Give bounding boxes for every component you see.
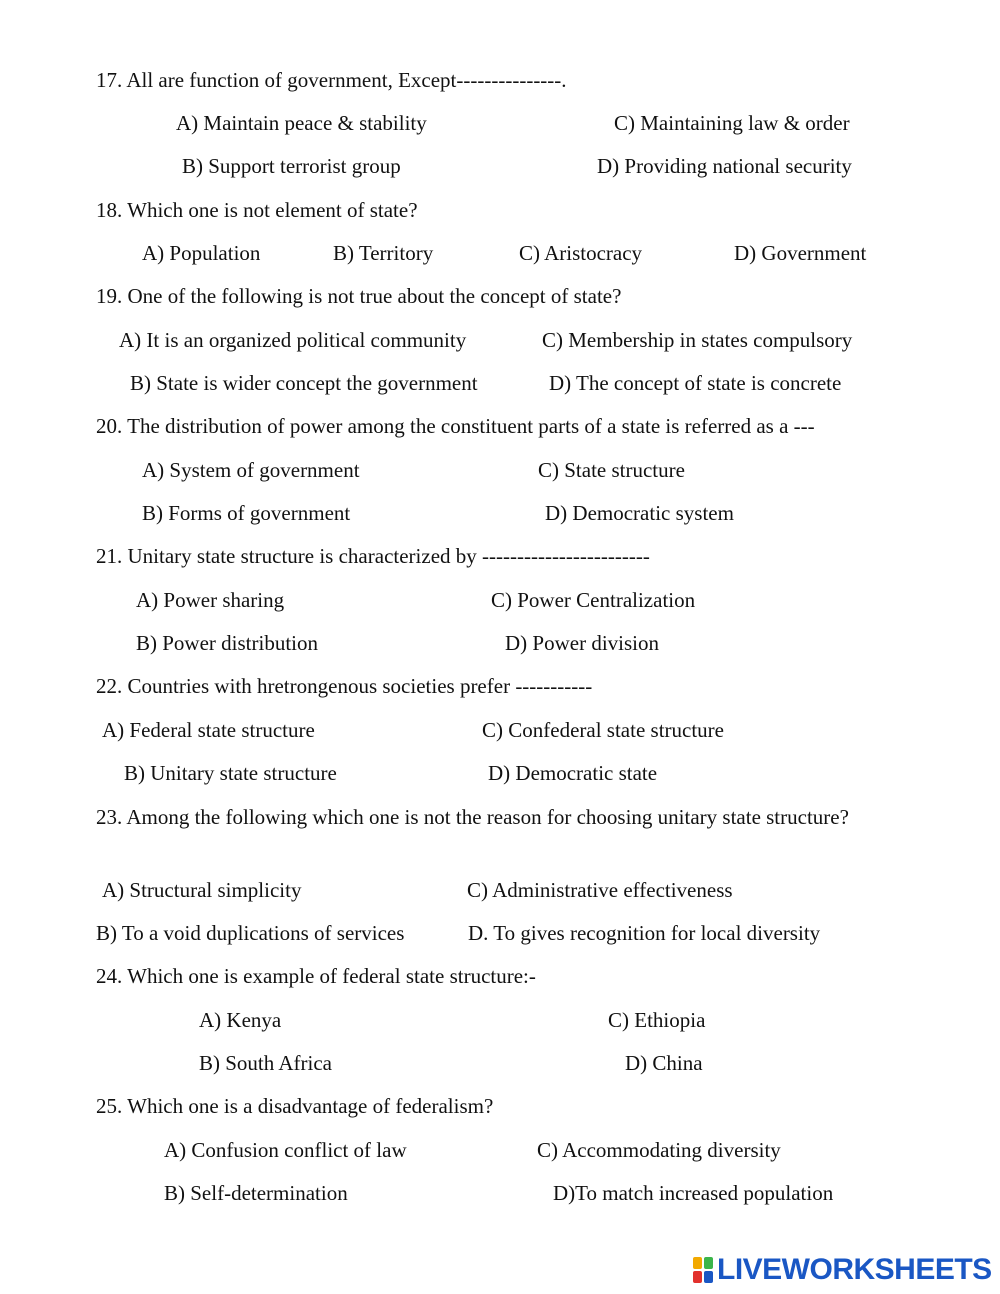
question-25-option-a[interactable]: A) Confusion conflict of law — [164, 1138, 407, 1162]
question-23-option-d[interactable]: D. To gives recognition for local diversity — [468, 921, 821, 945]
question-18-option-b[interactable]: B) Territory — [333, 241, 434, 265]
question-23-option-b[interactable]: B) To a void duplications of services — [96, 921, 405, 945]
liveworksheets-logo-text: LIVEWORKSHEETS — [717, 1253, 992, 1286]
question-23-option-a[interactable]: A) Structural simplicity — [102, 878, 302, 902]
question-18-option-a[interactable]: A) Population — [142, 241, 261, 265]
question-20-option-c[interactable]: C) State structure — [538, 458, 685, 482]
question-17-option-d[interactable]: D) Providing national security — [597, 154, 852, 178]
question-18-stem: 18. Which one is not element of state? — [96, 198, 418, 222]
question-21-option-a[interactable]: A) Power sharing — [136, 588, 285, 612]
logo-square-4 — [704, 1271, 713, 1283]
question-23-option-c[interactable]: C) Administrative effectiveness — [467, 878, 733, 902]
question-20-stem: 20. The distribution of power among the constituent parts of a state is referred as a --- — [96, 414, 815, 438]
question-24-option-d[interactable]: D) China — [625, 1051, 703, 1075]
liveworksheets-logo-icon — [693, 1257, 713, 1283]
question-23-stem: 23. Among the following which one is not the reason for choosing unitary state structure? — [96, 805, 849, 829]
question-25-option-c[interactable]: C) Accommodating diversity — [537, 1138, 781, 1162]
question-21-option-b[interactable]: B) Power distribution — [136, 631, 318, 655]
question-24-stem: 24. Which one is example of federal state structure:- — [96, 964, 536, 988]
question-25-option-b[interactable]: B) Self-determination — [164, 1181, 348, 1205]
question-24-option-b[interactable]: B) South Africa — [199, 1051, 332, 1075]
question-22-option-b[interactable]: B) Unitary state structure — [124, 761, 337, 785]
logo-square-2 — [704, 1257, 713, 1269]
question-24-option-c[interactable]: C) Ethiopia — [608, 1008, 706, 1032]
question-25-stem: 25. Which one is a disadvantage of federalism? — [96, 1094, 494, 1118]
question-22-option-c[interactable]: C) Confederal state structure — [482, 718, 724, 742]
logo-square-3 — [693, 1271, 702, 1283]
question-21-option-c[interactable]: C) Power Centralization — [491, 588, 696, 612]
question-19-option-d[interactable]: D) The concept of state is concrete — [549, 371, 842, 395]
question-17-option-a[interactable]: A) Maintain peace & stability — [176, 111, 427, 135]
question-22-stem: 22. Countries with hretrongenous societies prefer ----------- — [96, 674, 593, 698]
question-25-option-d[interactable]: D)To match increased population — [553, 1181, 834, 1205]
question-24-option-a[interactable]: A) Kenya — [199, 1008, 282, 1032]
logo-square-1 — [693, 1257, 702, 1269]
question-19-option-c[interactable]: C) Membership in states compulsory — [542, 328, 853, 352]
question-18-option-d[interactable]: D) Government — [734, 241, 867, 265]
question-22-option-d[interactable]: D) Democratic state — [488, 761, 658, 785]
question-17-option-c[interactable]: C) Maintaining law & order — [614, 111, 850, 135]
question-22-option-a[interactable]: A) Federal state structure — [102, 718, 315, 742]
question-20-option-a[interactable]: A) System of government — [142, 458, 360, 482]
question-21-stem: 21. Unitary state structure is characterized by ------------------------ — [96, 544, 650, 568]
question-19-option-a[interactable]: A) It is an organized political community — [119, 328, 467, 352]
question-18-option-c[interactable]: C) Aristocracy — [519, 241, 643, 265]
question-17-option-b[interactable]: B) Support terrorist group — [182, 154, 401, 178]
question-19-stem: 19. One of the following is not true about the concept of state? — [96, 284, 622, 308]
question-19-option-b[interactable]: B) State is wider concept the government — [130, 371, 478, 395]
question-21-option-d[interactable]: D) Power division — [505, 631, 659, 655]
question-20-option-b[interactable]: B) Forms of government — [142, 501, 351, 525]
question-20-option-d[interactable]: D) Democratic system — [545, 501, 734, 525]
question-17-stem: 17. All are function of government, Except---------------. — [96, 68, 567, 92]
liveworksheets-logo[interactable] — [693, 1255, 992, 1285]
